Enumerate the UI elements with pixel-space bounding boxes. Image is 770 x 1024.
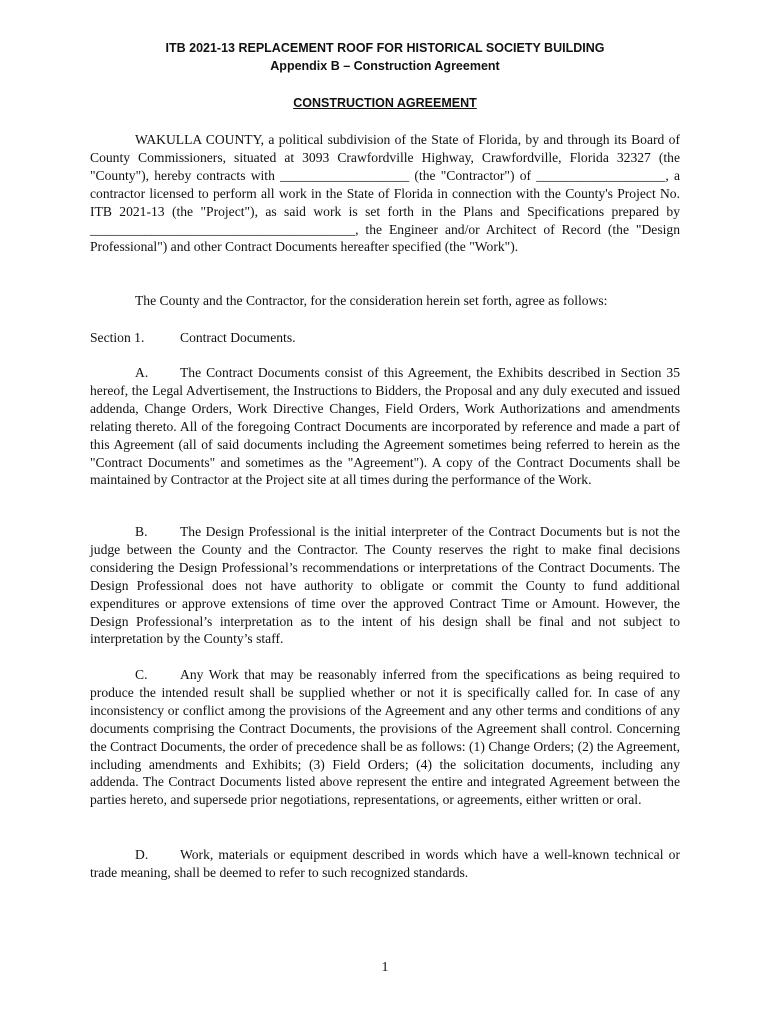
section-number: Section 1. xyxy=(90,330,145,345)
clause-d-text: Work, materials or equipment described in words which have a well-known technical or trade meaning, shall be deemed to refer to such recognized standards. xyxy=(90,847,680,880)
section-title: Contract Documents. xyxy=(180,330,296,345)
clause-c-label: C. xyxy=(135,667,148,682)
clause-d-label: D. xyxy=(135,847,149,862)
agreement-paragraph xyxy=(90,292,680,310)
clause-c-text: Any Work that may be reasonably inferred from the specifications as being required to produce the intended result shall be supplied whether or not it is specifically called for. In case of any inconsistency or conflict among the provisions of the Agreement and any other terms and conditions of any documents comprising the Contract Documents, the provisions of the Agreement shall control. Concerning the Contract Documents, the order of precedence shall be as follows: (1) Change Orders; (2) the Agreement, including amendments and Exhibits; (3) Field Orders; (4) the solicitation documents, including any addenda. The Contract Documents listed above represent the entire and integrated Agreement between the parties hereto, and supersede prior negotiations, representations, or agreements, either written or oral. xyxy=(90,667,680,808)
clause-a-text: The Contract Documents consist of this Agreement, the Exhibits described in Section 35 hereof, the Legal Advertisement, the Instructions to Bidders, the Proposal and any duly executed and issued addenda, Change Orders, Work Directive Changes, Field Orders, Work Authorizations and amendments relating thereto. All of the foregoing Contract Documents are incorporated by reference and made a part of this Agreement (all of said documents including the Agreement sometimes being referred to herein as the "Contract Documents" and sometimes as the "Agreement"). A copy of the Contract Documents shall be maintained by Contractor at the Project site at all times during the performance of the Work. xyxy=(90,365,680,488)
clause-d xyxy=(90,846,680,882)
page-number: 1 xyxy=(381,960,389,975)
header-appendix: Appendix B – Construction Agreement xyxy=(270,59,500,73)
clause-a-label: A. xyxy=(135,365,149,380)
clause-b-text: The Design Professional is the initial interpreter of the Contract Documents but is not the judge between the County and the Contractor. The County reserves the right to make final decisions considering the Design Professional’s recommendations or interpretations of the Contract Documents. The Design Professional does not have authority to obligate or commit the County to fund additional expenditures or approve extensions of time over the approved Contract Time or Amount. However, the Design Professional’s interpretation as to the intent of his design shall be final and not subject to interpretation by the County’s staff. xyxy=(90,524,680,647)
clause-b xyxy=(90,523,680,648)
page-title: CONSTRUCTION AGREEMENT xyxy=(293,96,477,110)
clause-c xyxy=(90,666,680,809)
section-heading xyxy=(90,329,680,347)
header-itb-title: ITB 2021-13 REPLACEMENT ROOF FOR HISTORICAL SOCIETY BUILDING xyxy=(165,41,605,55)
intro-text: WAKULLA COUNTY, a political subdivision of the State of Florida, by and through its Board of County Commissioners, situated at 3093 Crawfordville Highway, Crawfordville, Florida 32327 (the "County"), hereby contracts with ___________________ (the "Contractor") of ___________________, a contractor licensed to perform all work in the State of Florida in connection with the County's Project No. ITB 2021-13 (the "Project"), as said work is set forth in the Plans and Specifications prepared by _______________________________________, the Engineer and/or Architect of Record (the "Design Professional") and other Contract Documents hereafter specified (the "Work"). xyxy=(90,132,680,255)
agreement-text: The County and the Contractor, for the consideration herein set forth, agree as follows: xyxy=(135,293,608,308)
intro-paragraph xyxy=(90,131,680,256)
clause-b-label: B. xyxy=(135,524,148,539)
clause-a xyxy=(90,364,680,489)
